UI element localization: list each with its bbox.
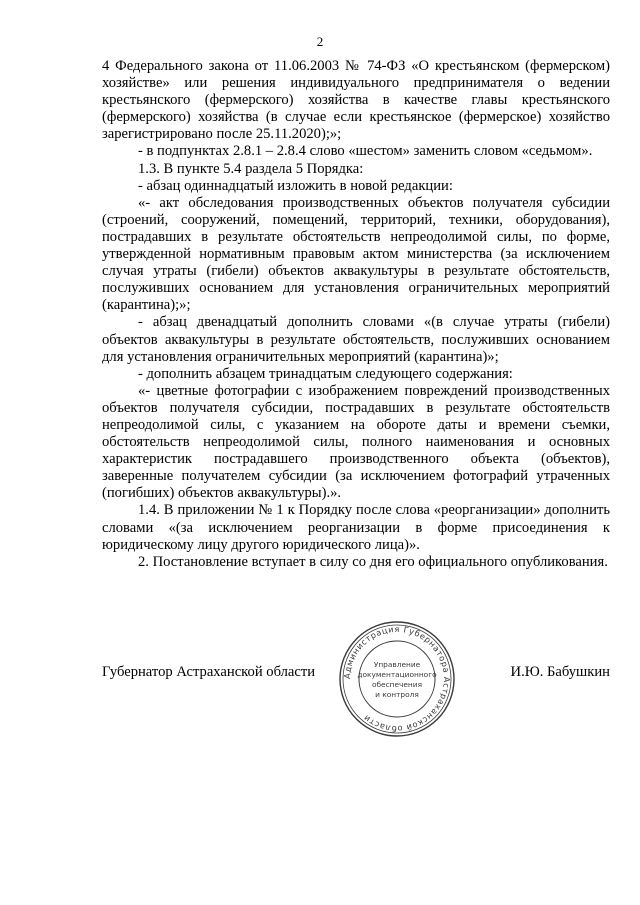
- paragraph-color-photos: «- цветные фотографии с изображением повреждений производственных объектов получателя субсидии, пострадавших в результате обстоятельств непреодолимой силы, с указанием на обороте даты и времени съемки, обстоятельств непреодолимой силы, полного наименования и основных характеристик пострадавшего производственного объекта (объектов), заверенные получателем субсидии (за исключением фотографий утраченных (погибших) объектов аквакультуры).».: [102, 382, 610, 502]
- svg-text:Управление: Управление: [373, 660, 421, 669]
- paragraph-law-reference: 4 Федерального закона от 11.06.2003 № 74-ФЗ «О крестьянском (фермерском) хозяйстве» или решения индивидуального предпринимателя о ведении крестьянского (фермерского) хозяйства в качестве главы крестьянского (фермерского) хозяйства (в случае если крестьянское (фермерское) хозяйство зарегистрировано после 25.11.2020);»;: [102, 58, 610, 143]
- svg-text:и контроля: и контроля: [375, 690, 419, 699]
- official-stamp: [338, 620, 456, 738]
- paragraph-section-heading: 1.3. В пункте 5.4 раздела 5 Порядка:: [138, 160, 364, 177]
- paragraph-eleventh-intro: - абзац одиннадцатый изложить в новой редакции:: [138, 177, 453, 194]
- document-body: [102, 58, 610, 571]
- paragraph-thirteenth-intro: - дополнить абзацем тринадцатым следующего содержания:: [138, 365, 513, 382]
- signer-name: И.Ю. Бабушкин: [510, 664, 610, 680]
- paragraph-subpoints-change: - в подпунктах 2.8.1 – 2.8.4 слово «шестом» заменить словом «седьмом».: [138, 143, 593, 160]
- paragraph-inspection-act: «- акт обследования производственных объектов получателя субсидии (строений, сооружений, помещений, территорий, техники, оборудования), пострадавших в результате обстоятельств непреодолимой силы, по форме, утвержденной нормативным правовым актом министерства (за исключением случая утраты (гибели) объектов аквакультуры в результате обстоятельств, послуживших основанием для установления ограничительных мероприятий (карантина);»;: [102, 194, 610, 314]
- signer-title: Губернатор Астраханской области: [102, 664, 316, 680]
- svg-text:обеспечения: обеспечения: [371, 680, 423, 689]
- paragraph-twelfth-addition: - абзац двенадцатый дополнить словами «(в случае утраты (гибели) объектов аквакультуры в результате обстоятельств, послуживших основанием для установления ограничительных мероприятий (карантина)»;: [102, 314, 610, 365]
- page-number: 2: [316, 34, 324, 49]
- svg-text:документационного: документационного: [357, 670, 437, 679]
- paragraph-effective-date: 2. Постановление вступает в силу со дня его официального опубликования.: [138, 553, 608, 570]
- paragraph-appendix-change: 1.4. В приложении № 1 к Порядку после слова «реорганизации» дополнить словами «(за исключением реорганизации в форме присоединения к юридическому лицу другого юридического лица)».: [102, 502, 610, 553]
- svg-text:Администрация Губернатора Астр: Администрация Губернатора Астраханской области: [341, 623, 453, 735]
